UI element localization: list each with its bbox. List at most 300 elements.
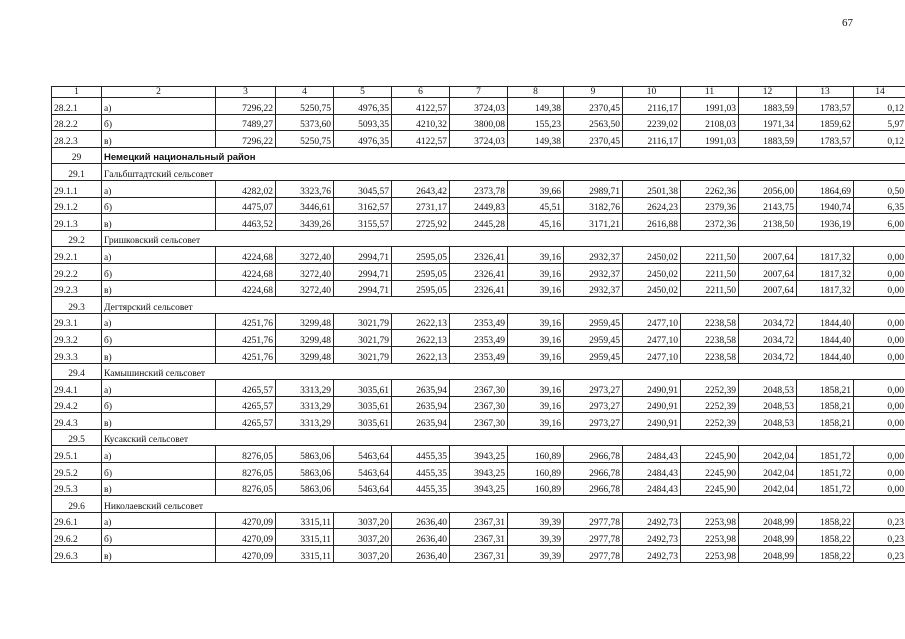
section-title: Камышинский сельсовет <box>102 363 905 380</box>
tariff-table-container <box>51 86 904 563</box>
table-cell: 4251,76 <box>216 313 276 330</box>
section-code: 29.5 <box>52 429 102 446</box>
row-code: 29.4.2 <box>52 396 102 413</box>
table-cell: 2326,41 <box>450 263 508 280</box>
table-cell: 2643,42 <box>392 180 450 197</box>
row-code: 29.6.2 <box>52 529 102 546</box>
table-cell: 2624,23 <box>623 197 681 214</box>
table-cell: 2490,91 <box>623 396 681 413</box>
section-row <box>52 230 905 247</box>
section-row <box>52 147 905 164</box>
table-cell: 2048,99 <box>739 512 797 529</box>
table-cell: 2977,78 <box>564 546 623 563</box>
row-variant: а) <box>102 446 216 463</box>
row-variant: в) <box>102 131 216 148</box>
table-cell: 3021,79 <box>334 313 392 330</box>
table-cell: 5863,06 <box>276 446 334 463</box>
table-cell: 3943,25 <box>450 479 508 496</box>
table-cell: 2622,13 <box>392 313 450 330</box>
table-cell: 39,16 <box>508 313 564 330</box>
row-code: 29.1.2 <box>52 197 102 214</box>
table-cell: 0,00 <box>854 446 905 463</box>
table-cell: 39,66 <box>508 180 564 197</box>
table-cell: 2252,39 <box>681 413 739 430</box>
table-cell: 2372,36 <box>681 214 739 231</box>
table-cell: 0,00 <box>854 380 905 397</box>
table-cell: 5,97 <box>854 114 905 131</box>
table-cell: 4224,68 <box>216 263 276 280</box>
table-cell: 2367,31 <box>450 512 508 529</box>
table-cell: 1971,34 <box>739 114 797 131</box>
table-cell: 3272,40 <box>276 247 334 264</box>
table-cell: 2635,94 <box>392 396 450 413</box>
row-code: 29.4.3 <box>52 413 102 430</box>
table-cell: 0,00 <box>854 247 905 264</box>
table-cell: 3315,11 <box>276 529 334 546</box>
table-cell: 4475,07 <box>216 197 276 214</box>
table-cell: 2636,40 <box>392 512 450 529</box>
table-cell: 2977,78 <box>564 512 623 529</box>
table-cell: 160,89 <box>508 479 564 496</box>
table-cell: 2042,04 <box>739 463 797 480</box>
section-code: 29.4 <box>52 363 102 380</box>
table-cell: 1936,19 <box>797 214 854 231</box>
table-row <box>52 214 905 231</box>
table-cell: 3800,08 <box>450 114 508 131</box>
table-cell: 0,23 <box>854 529 905 546</box>
table-cell: 2238,58 <box>681 330 739 347</box>
row-code: 29.3.2 <box>52 330 102 347</box>
table-cell: 1859,62 <box>797 114 854 131</box>
section-title: Дегтярский сельсовет <box>102 297 905 314</box>
table-cell: 3724,03 <box>450 98 508 115</box>
table-cell: 2994,71 <box>334 263 392 280</box>
column-header: 14 <box>854 87 905 98</box>
table-cell: 155,23 <box>508 114 564 131</box>
table-cell: 0,00 <box>854 330 905 347</box>
table-cell: 2211,50 <box>681 263 739 280</box>
tariff-table <box>51 86 905 563</box>
table-cell: 1940,74 <box>797 197 854 214</box>
table-row <box>52 413 905 430</box>
column-header: 5 <box>334 87 392 98</box>
table-cell: 2490,91 <box>623 380 681 397</box>
table-cell: 3037,20 <box>334 546 392 563</box>
section-row <box>52 496 905 513</box>
table-cell: 4224,68 <box>216 280 276 297</box>
table-cell: 39,16 <box>508 330 564 347</box>
table-cell: 2445,28 <box>450 214 508 231</box>
table-cell: 8276,05 <box>216 463 276 480</box>
table-cell: 2622,13 <box>392 346 450 363</box>
table-cell: 2994,71 <box>334 247 392 264</box>
row-code: 29.2.3 <box>52 280 102 297</box>
table-cell: 2636,40 <box>392 546 450 563</box>
table-cell: 4251,76 <box>216 330 276 347</box>
table-cell: 7296,22 <box>216 98 276 115</box>
table-cell: 2048,53 <box>739 413 797 430</box>
table-cell: 2370,45 <box>564 98 623 115</box>
table-cell: 2056,00 <box>739 180 797 197</box>
table-row <box>52 380 905 397</box>
table-cell: 2245,90 <box>681 463 739 480</box>
table-cell: 1817,32 <box>797 280 854 297</box>
section-row <box>52 429 905 446</box>
column-header: 11 <box>681 87 739 98</box>
section-title: Гришковский сельсовет <box>102 230 905 247</box>
table-cell: 3299,48 <box>276 330 334 347</box>
column-header: 12 <box>739 87 797 98</box>
table-cell: 4270,09 <box>216 512 276 529</box>
row-variant: в) <box>102 479 216 496</box>
table-cell: 2252,39 <box>681 396 739 413</box>
table-cell: 0,00 <box>854 346 905 363</box>
row-variant: б) <box>102 197 216 214</box>
table-cell: 1844,40 <box>797 346 854 363</box>
table-cell: 39,16 <box>508 380 564 397</box>
table-cell: 3021,79 <box>334 330 392 347</box>
table-cell: 2450,02 <box>623 280 681 297</box>
table-cell: 3035,61 <box>334 396 392 413</box>
table-cell: 2353,49 <box>450 346 508 363</box>
table-cell: 0,00 <box>854 413 905 430</box>
table-cell: 45,16 <box>508 214 564 231</box>
table-cell: 2450,02 <box>623 263 681 280</box>
table-cell: 1864,69 <box>797 180 854 197</box>
table-cell: 3272,40 <box>276 280 334 297</box>
table-cell: 2239,02 <box>623 114 681 131</box>
table-cell: 2932,37 <box>564 247 623 264</box>
table-cell: 39,16 <box>508 247 564 264</box>
table-row <box>52 446 905 463</box>
table-cell: 2211,50 <box>681 280 739 297</box>
table-row <box>52 180 905 197</box>
table-row <box>52 280 905 297</box>
section-title: Немецкий национальный район <box>102 147 905 164</box>
table-cell: 0,12 <box>854 98 905 115</box>
table-cell: 2367,30 <box>450 396 508 413</box>
table-cell: 2048,99 <box>739 529 797 546</box>
table-cell: 3299,48 <box>276 346 334 363</box>
table-cell: 2449,83 <box>450 197 508 214</box>
table-row <box>52 197 905 214</box>
section-code: 29 <box>52 147 102 164</box>
table-cell: 2262,36 <box>681 180 739 197</box>
column-header: 1 <box>52 87 102 98</box>
table-cell: 2326,41 <box>450 280 508 297</box>
section-code: 29.3 <box>52 297 102 314</box>
table-cell: 2973,27 <box>564 380 623 397</box>
table-cell: 3313,29 <box>276 380 334 397</box>
table-cell: 1858,21 <box>797 396 854 413</box>
table-cell: 2450,02 <box>623 247 681 264</box>
section-code: 29.2 <box>52 230 102 247</box>
column-header: 4 <box>276 87 334 98</box>
table-cell: 149,38 <box>508 131 564 148</box>
table-cell: 2484,43 <box>623 463 681 480</box>
row-variant: а) <box>102 98 216 115</box>
table-cell: 2635,94 <box>392 380 450 397</box>
table-cell: 3943,25 <box>450 463 508 480</box>
table-cell: 2370,45 <box>564 131 623 148</box>
table-cell: 2484,43 <box>623 446 681 463</box>
table-row <box>52 529 905 546</box>
row-code: 29.6.1 <box>52 512 102 529</box>
table-cell: 4463,52 <box>216 214 276 231</box>
table-cell: 39,39 <box>508 512 564 529</box>
table-row <box>52 346 905 363</box>
table-cell: 3035,61 <box>334 380 392 397</box>
table-cell: 2490,91 <box>623 413 681 430</box>
table-cell: 2353,49 <box>450 330 508 347</box>
row-variant: б) <box>102 263 216 280</box>
table-cell: 2253,98 <box>681 512 739 529</box>
table-cell: 2367,30 <box>450 380 508 397</box>
table-cell: 160,89 <box>508 463 564 480</box>
table-cell: 4455,35 <box>392 479 450 496</box>
table-cell: 2973,27 <box>564 396 623 413</box>
table-cell: 4976,35 <box>334 131 392 148</box>
table-cell: 2048,53 <box>739 396 797 413</box>
table-cell: 4122,57 <box>392 98 450 115</box>
row-variant: в) <box>102 413 216 430</box>
row-code: 28.2.2 <box>52 114 102 131</box>
table-cell: 2966,78 <box>564 446 623 463</box>
table-cell: 3021,79 <box>334 346 392 363</box>
section-title: Николаевский сельсовет <box>102 496 905 513</box>
table-cell: 7296,22 <box>216 131 276 148</box>
table-cell: 1817,32 <box>797 247 854 264</box>
table-cell: 1783,57 <box>797 98 854 115</box>
table-cell: 6,00 <box>854 214 905 231</box>
table-cell: 2616,88 <box>623 214 681 231</box>
table-cell: 7489,27 <box>216 114 276 131</box>
table-cell: 39,39 <box>508 529 564 546</box>
table-cell: 0,50 <box>854 180 905 197</box>
section-row <box>52 164 905 181</box>
table-row <box>52 98 905 115</box>
table-cell: 4270,09 <box>216 546 276 563</box>
table-row <box>52 313 905 330</box>
table-cell: 2245,90 <box>681 446 739 463</box>
row-variant: в) <box>102 214 216 231</box>
table-cell: 2959,45 <box>564 346 623 363</box>
row-variant: а) <box>102 380 216 397</box>
table-cell: 2042,04 <box>739 446 797 463</box>
table-cell: 5463,64 <box>334 463 392 480</box>
table-cell: 2477,10 <box>623 330 681 347</box>
column-header: 9 <box>564 87 623 98</box>
table-cell: 2034,72 <box>739 330 797 347</box>
table-cell: 45,51 <box>508 197 564 214</box>
table-cell: 2989,71 <box>564 180 623 197</box>
table-cell: 2116,17 <box>623 131 681 148</box>
table-cell: 2966,78 <box>564 479 623 496</box>
table-cell: 2595,05 <box>392 247 450 264</box>
row-variant: б) <box>102 330 216 347</box>
table-cell: 2477,10 <box>623 346 681 363</box>
table-cell: 3155,57 <box>334 214 392 231</box>
table-cell: 160,89 <box>508 446 564 463</box>
table-cell: 4455,35 <box>392 446 450 463</box>
table-cell: 2994,71 <box>334 280 392 297</box>
row-code: 29.5.1 <box>52 446 102 463</box>
table-cell: 2253,98 <box>681 546 739 563</box>
row-variant: б) <box>102 463 216 480</box>
row-variant: в) <box>102 280 216 297</box>
row-code: 29.2.2 <box>52 263 102 280</box>
table-cell: 2725,92 <box>392 214 450 231</box>
table-cell: 2595,05 <box>392 280 450 297</box>
table-cell: 5463,64 <box>334 479 392 496</box>
table-cell: 3315,11 <box>276 512 334 529</box>
table-cell: 2932,37 <box>564 263 623 280</box>
row-code: 28.2.1 <box>52 98 102 115</box>
table-cell: 39,16 <box>508 280 564 297</box>
table-cell: 2252,39 <box>681 380 739 397</box>
row-code: 29.2.1 <box>52 247 102 264</box>
table-cell: 4265,57 <box>216 380 276 397</box>
row-code: 29.4.1 <box>52 380 102 397</box>
table-cell: 2484,43 <box>623 479 681 496</box>
row-code: 28.2.3 <box>52 131 102 148</box>
table-cell: 4265,57 <box>216 396 276 413</box>
table-cell: 1858,21 <box>797 413 854 430</box>
table-cell: 6,35 <box>854 197 905 214</box>
table-cell: 2138,50 <box>739 214 797 231</box>
table-cell: 39,16 <box>508 346 564 363</box>
table-cell: 3272,40 <box>276 263 334 280</box>
table-cell: 2048,53 <box>739 380 797 397</box>
row-variant: б) <box>102 529 216 546</box>
table-row <box>52 512 905 529</box>
table-cell: 4976,35 <box>334 98 392 115</box>
table-cell: 2007,64 <box>739 263 797 280</box>
table-row <box>52 330 905 347</box>
table-row <box>52 263 905 280</box>
table-cell: 2007,64 <box>739 247 797 264</box>
table-cell: 2966,78 <box>564 463 623 480</box>
table-cell: 1991,03 <box>681 131 739 148</box>
table-cell: 8276,05 <box>216 479 276 496</box>
table-cell: 2492,73 <box>623 546 681 563</box>
table-cell: 1858,21 <box>797 380 854 397</box>
section-row <box>52 297 905 314</box>
row-variant: б) <box>102 114 216 131</box>
table-cell: 2973,27 <box>564 413 623 430</box>
column-header: 6 <box>392 87 450 98</box>
table-cell: 0,23 <box>854 546 905 563</box>
table-cell: 1883,59 <box>739 131 797 148</box>
table-cell: 3045,57 <box>334 180 392 197</box>
table-cell: 3439,26 <box>276 214 334 231</box>
table-cell: 2635,94 <box>392 413 450 430</box>
table-cell: 4270,09 <box>216 529 276 546</box>
table-cell: 5863,06 <box>276 463 334 480</box>
table-cell: 2034,72 <box>739 313 797 330</box>
table-cell: 1883,59 <box>739 98 797 115</box>
table-cell: 2367,31 <box>450 546 508 563</box>
row-code: 29.5.2 <box>52 463 102 480</box>
table-cell: 39,39 <box>508 546 564 563</box>
page-number: 67 <box>842 17 853 29</box>
table-cell: 2622,13 <box>392 330 450 347</box>
section-code: 29.1 <box>52 164 102 181</box>
table-cell: 0,00 <box>854 280 905 297</box>
table-cell: 2245,90 <box>681 479 739 496</box>
table-cell: 3724,03 <box>450 131 508 148</box>
row-variant: а) <box>102 313 216 330</box>
table-cell: 3182,76 <box>564 197 623 214</box>
table-cell: 2731,17 <box>392 197 450 214</box>
table-cell: 4455,35 <box>392 463 450 480</box>
table-cell: 39,16 <box>508 396 564 413</box>
table-row <box>52 479 905 496</box>
table-cell: 1991,03 <box>681 98 739 115</box>
table-cell: 2042,04 <box>739 479 797 496</box>
table-cell: 5093,35 <box>334 114 392 131</box>
table-cell: 3313,29 <box>276 396 334 413</box>
table-cell: 0,00 <box>854 479 905 496</box>
table-header-row <box>52 87 905 98</box>
table-cell: 5373,60 <box>276 114 334 131</box>
section-title: Гальбштадтский сельсовет <box>102 164 905 181</box>
table-cell: 1858,22 <box>797 529 854 546</box>
table-cell: 2048,99 <box>739 546 797 563</box>
table-body <box>52 87 905 563</box>
table-cell: 3171,21 <box>564 214 623 231</box>
table-row <box>52 463 905 480</box>
table-cell: 3037,20 <box>334 512 392 529</box>
row-variant: в) <box>102 346 216 363</box>
row-code: 29.1.1 <box>52 180 102 197</box>
table-cell: 1817,32 <box>797 263 854 280</box>
table-row <box>52 131 905 148</box>
column-header: 3 <box>216 87 276 98</box>
table-cell: 2959,45 <box>564 313 623 330</box>
row-variant: а) <box>102 247 216 264</box>
table-cell: 0,00 <box>854 463 905 480</box>
table-cell: 2326,41 <box>450 247 508 264</box>
table-cell: 4122,57 <box>392 131 450 148</box>
table-cell: 0,12 <box>854 131 905 148</box>
table-cell: 2253,98 <box>681 529 739 546</box>
table-cell: 2932,37 <box>564 280 623 297</box>
table-cell: 2238,58 <box>681 313 739 330</box>
table-cell: 2108,03 <box>681 114 739 131</box>
row-code: 29.3.1 <box>52 313 102 330</box>
table-cell: 2636,40 <box>392 529 450 546</box>
table-cell: 2353,49 <box>450 313 508 330</box>
table-cell: 5463,64 <box>334 446 392 463</box>
table-cell: 39,16 <box>508 263 564 280</box>
table-cell: 4224,68 <box>216 247 276 264</box>
table-cell: 3446,61 <box>276 197 334 214</box>
table-cell: 5250,75 <box>276 131 334 148</box>
table-cell: 1858,22 <box>797 546 854 563</box>
table-cell: 8276,05 <box>216 446 276 463</box>
row-variant: а) <box>102 512 216 529</box>
column-header: 2 <box>102 87 216 98</box>
table-cell: 1851,72 <box>797 463 854 480</box>
table-cell: 0,00 <box>854 263 905 280</box>
table-cell: 149,38 <box>508 98 564 115</box>
table-cell: 3323,76 <box>276 180 334 197</box>
table-cell: 2977,78 <box>564 529 623 546</box>
table-cell: 2379,36 <box>681 197 739 214</box>
table-row <box>52 546 905 563</box>
table-cell: 1858,22 <box>797 512 854 529</box>
